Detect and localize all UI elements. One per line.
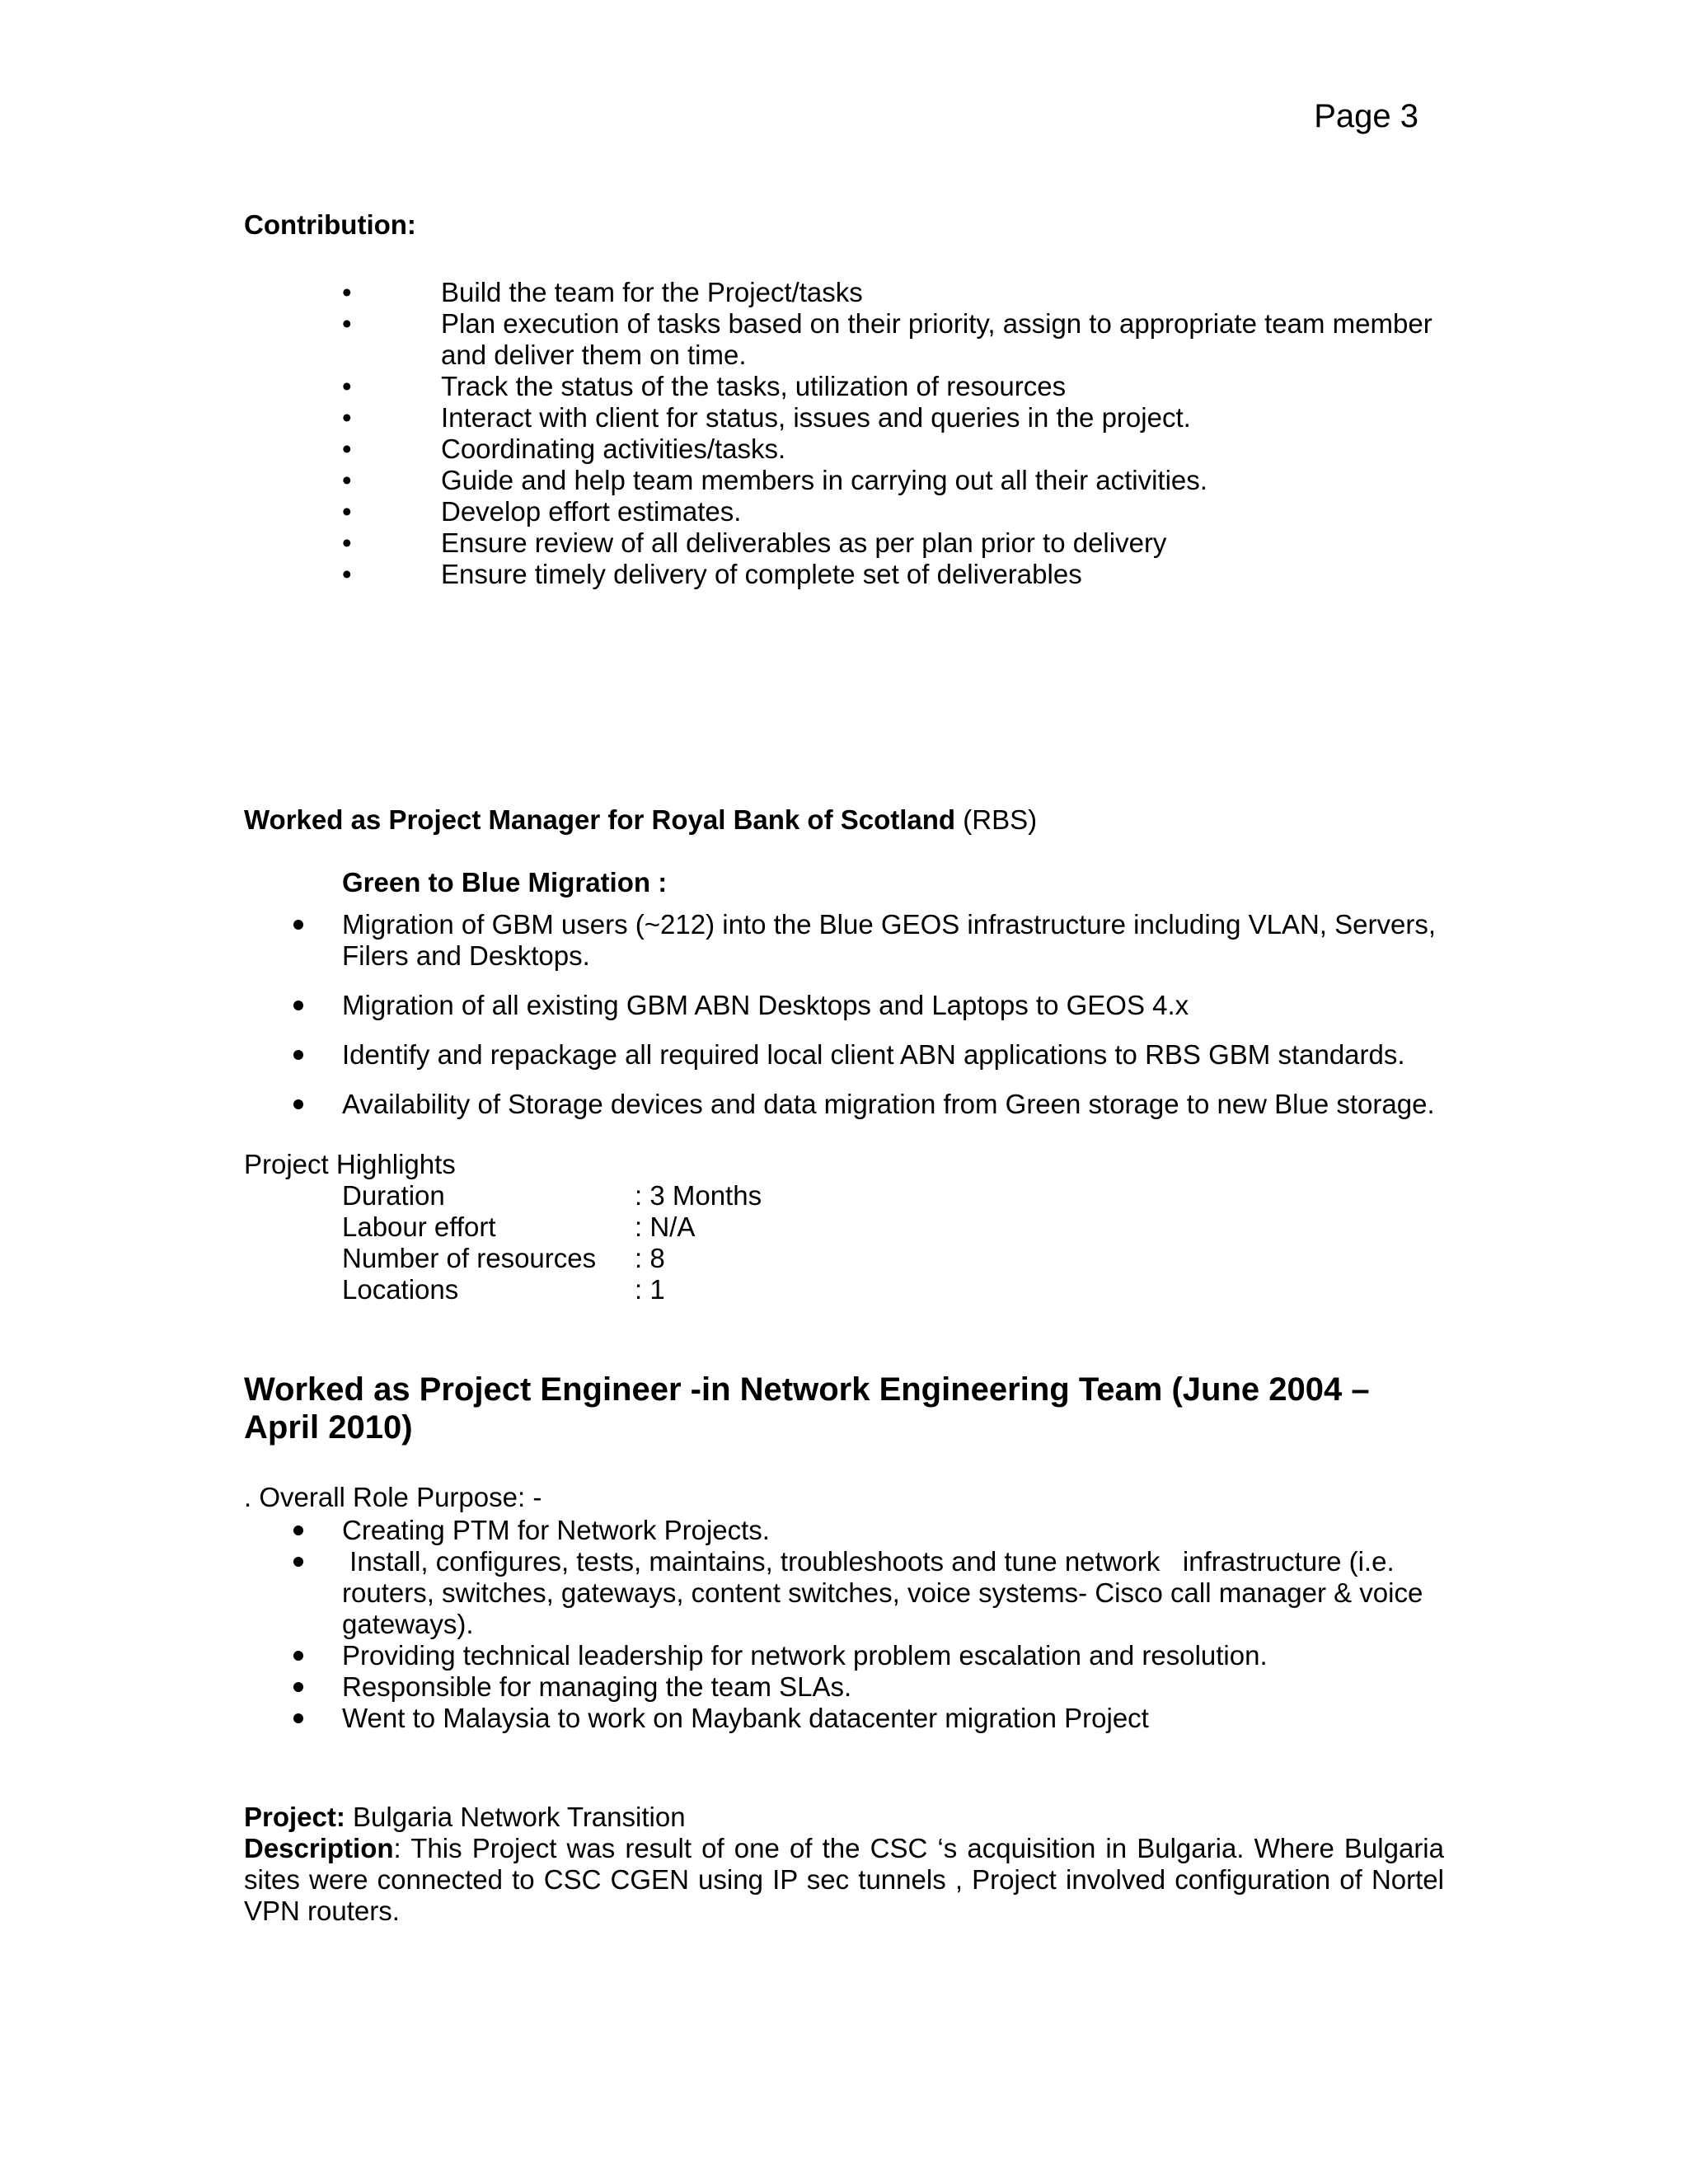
bullet-icon <box>293 1682 303 1692</box>
list-item: Install, configures, tests, maintains, troubleshoots and tune network infrastructure (i.e. routers, switches, gateways, content switches, voice systems- Cisco call manager & voice gateways). <box>0 1546 1447 1640</box>
highlight-row: Duration : 3 Months <box>342 1180 762 1211</box>
engineer-heading: Worked as Project Engineer -in Network Engineering Team (June 2004 – April 2010) <box>244 1371 1370 1446</box>
highlights-title: Project Highlights <box>244 1149 456 1179</box>
bullet-icon: • <box>342 371 352 401</box>
list-item: • Develop effort estimates. <box>342 496 742 527</box>
list-item: • Interact with client for status, issues and queries in the project. <box>342 402 1191 433</box>
bullet-icon: • <box>342 527 352 558</box>
list-item: • Ensure review of all deliverables as per plan prior to delivery <box>342 527 1167 558</box>
bullet-icon <box>293 1099 303 1109</box>
bullet-icon: • <box>342 496 352 527</box>
list-item: • Plan execution of tasks based on their priority, assign to appropriate team member and deliver them on time. <box>342 308 1432 370</box>
engineer-list <box>0 1515 1688 1734</box>
page-number: Page 3 <box>1314 98 1418 134</box>
bullet-icon: • <box>342 434 352 464</box>
bullet-icon: • <box>342 308 352 339</box>
highlight-row: Locations : 1 <box>342 1274 665 1305</box>
list-item: Identify and repackage all required local client ABN applications to RBS GBM standards. <box>0 1039 1447 1071</box>
bullet-icon <box>293 1557 303 1567</box>
highlight-row: Number of resources : 8 <box>342 1243 665 1273</box>
list-item: Providing technical leadership for network problem escalation and resolution. <box>0 1640 1447 1671</box>
list-item: • Track the status of the tasks, utilization of resources <box>342 371 1067 401</box>
highlight-row: Labour effort : N/A <box>342 1212 696 1242</box>
list-item: Went to Malaysia to work on Maybank datacenter migration Project <box>0 1703 1447 1734</box>
bullet-icon: • <box>342 559 352 589</box>
bullet-icon <box>293 1651 303 1661</box>
role-purpose: . Overall Role Purpose: - <box>244 1482 542 1512</box>
bullet-icon <box>293 920 303 930</box>
bullet-icon <box>293 1526 303 1535</box>
bullet-icon: • <box>342 402 352 433</box>
rbs-subheading: Green to Blue Migration : <box>342 867 668 898</box>
project-description: Description: This Project was result of one of the CSC ‘s acquisition in Bulgaria. Where Bulgaria sites were connected to CSC CGEN using IP sec tunnels , Project involved configuration of Nortel VPN routers. <box>244 1833 1444 1926</box>
bullet-icon <box>293 1001 303 1010</box>
project-line: Project: Bulgaria Network Transition <box>244 1802 686 1832</box>
bullet-icon: • <box>342 465 352 495</box>
rbs-list <box>0 909 1688 1138</box>
list-item: • Guide and help team members in carrying out all their activities. <box>342 465 1207 495</box>
bullet-icon: • <box>342 277 352 307</box>
list-item: • Ensure timely delivery of complete set of deliverables <box>342 559 1082 589</box>
bullet-icon <box>293 1713 303 1723</box>
rbs-heading: Worked as Project Manager for Royal Bank of Scotland (RBS) <box>244 804 1038 835</box>
list-item: • Build the team for the Project/tasks <box>342 277 863 307</box>
list-item: Availability of Storage devices and data migration from Green storage to new Blue storage. <box>0 1089 1447 1120</box>
list-item: Migration of GBM users (~212) into the Blue GEOS infrastructure including VLAN, Servers, Filers and Desktops. <box>0 909 1447 972</box>
list-item: Responsible for managing the team SLAs. <box>0 1671 1447 1703</box>
list-item: • Coordinating activities/tasks. <box>342 434 786 464</box>
bullet-icon <box>293 1050 303 1060</box>
list-item: Creating PTM for Network Projects. <box>0 1515 1447 1546</box>
list-item: Migration of all existing GBM ABN Desktops and Laptops to GEOS 4.x <box>0 990 1447 1021</box>
contribution-list <box>0 277 1688 590</box>
contribution-heading: Contribution: <box>244 209 416 240</box>
